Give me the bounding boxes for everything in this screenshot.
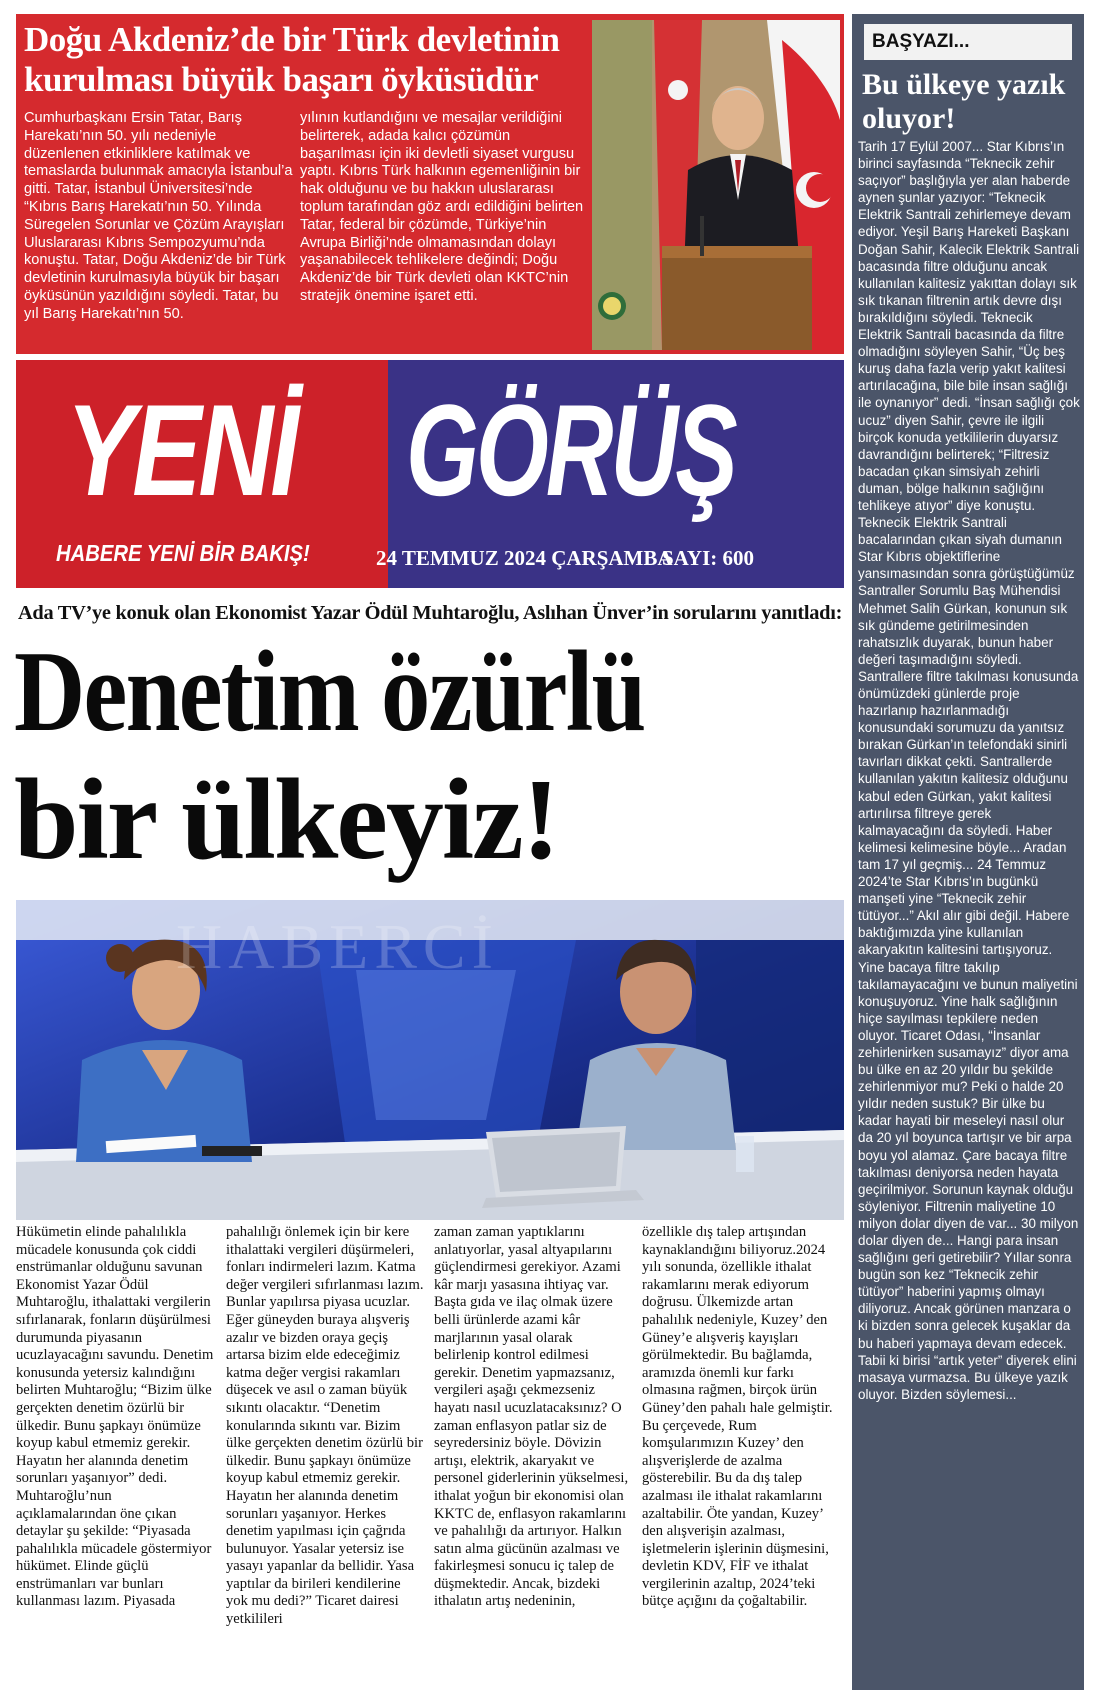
editorial-sidebar — [852, 14, 1084, 1690]
top-story-box — [16, 14, 844, 354]
newspaper-name-part-2: GÖRÜŞ — [406, 377, 735, 523]
main-story-column-4: özellikle dış talep artışından kaynaklandığını biliyoruz.2024 yılı sonunda, özellikle ithalat rakamlarını merak ediyorum doğrusu. Ülkemizde artan pahalılık nedeniyle, Kuzey’ den Güney’e alışveriş kayışları görülmektedir. Bu bağlamda, aramızda önemli kur farkı olmasına rağmen, birçok ürün Güney’den pahalı hale gelmiştir. Bu çerçevede, Rum komşularımızın Kuzey’ den alışverişlerde de azalma gösterebilir. Bu da dış talep azalması ile ithalat rakamlarını azaltabilir. Öte yandan, Kuzey’ den alışverişin azalması, işletmelerin işlerinin düşmesini, devletin KDV, FİF ve ithalat vergilerinin azaltıp, 2024’teki bütçe açığını da çoğaltabilir. — [642, 1224, 833, 1610]
issue-date: 24 TEMMUZ 2024 ÇARŞAMBA — [376, 546, 673, 570]
main-headline-line-1: Denetim özürlü — [14, 628, 645, 756]
masthead-slogan: HABERE YENİ BİR BAKIŞ! — [56, 540, 310, 566]
president-podium-illustration — [592, 20, 840, 350]
newspaper-name-part-1: YENİ — [66, 377, 296, 523]
main-story-column-3: zaman zaman yaptıklarını anlatıyorlar, yasal altyapılarını güçlendirmesi gerekiyor. Azami kâr marjı yasasına ihtiyaç var. Başta gıda ve ilaç olmak üzere belli ürünlerde azami kâr marjlarının yasal olarak belirlenip kontrol edilmesi gerekir. Denetim yapmazsanız, vergileri aşağı çekmezseniz hayatı nasıl ucuzlatacaksınız? O zaman enflasyon patlar siz de seyredersiniz böyle. Dövizin artışı, elektrik, akaryakıt ve personel giderlerinin yükselmesi, ithalat yoğun bir ekonomisi olan KKTC de, enflasyon rakamlarını ve pahalılığı da artırıyor. Halkın satın alma gücünün azalması ve fakirleşmesi sonucu iç talep de düşmektedir. Ancak, bizdeki ithalatın artış nedeninin, — [434, 1224, 629, 1610]
top-story-title: Doğu Akdeniz’de bir Türk devletinin kurulması büyük başarı öyküsüdür — [24, 20, 560, 99]
main-story-kicker: Ada TV’ye konuk olan Ekonomist Yazar Ödül Muhtaroğlu, Aslıhan Ünver’in sorularını yanıtladı: — [18, 602, 843, 624]
editorial-title: Bu ülkeye yazık oluyor! — [862, 68, 1066, 135]
photo-watermark: HABERCİ — [176, 911, 499, 982]
main-story-column-2: pahalılığı önlemek için bir kere ithalattaki vergileri düşürmeleri, fonları indirmeleri lazım. Katma değer vergileri sıfırlanması lazım. Bunlar yapılırsa piyasa ucuzlar. Eğer güneyden buraya alışveriş azalır ve bizden oraya geçiş artarsa bizim elde edeceğimiz katma değer vergisi rakamları düşecek ve asıl o zaman büyük sıkıntı olacaktır. “Denetim konularında sıkıntı var. Bizim ülke gerçekten denetim özürlü bir ülkedir. Bunu şapkayı önümüze koyup kabul etmemiz gerekir. Hayatın her alanında denetim sorunları yaşanıyor. Herkes denetim yapılması için çağrıda bulunuyor. Yasalar yetersiz ise yasayı yapanlar da bellidir. Yasa yaptılar da birileri kendilerine yok mu dedi?” Ticaret dairesi yetkilileri — [226, 1224, 424, 1628]
main-headline-line-2: bir ülkeyiz! — [14, 756, 559, 884]
tv-studio-photo — [16, 900, 844, 1220]
issue-number: SAYI: 600 — [662, 546, 754, 570]
top-story-column-2: yılının kutlandığını ve mesajlar verildiğini belirterek, adada kalıcı çözümün başarılması için iki devletli siyaset vurgusu yaptı. Kıbrıs Türk halkının egemenliğinin bir hak olduğunu ve bu hakkın uluslararası toplum tarafından göz ardı edildiğini belirten Tatar, federal bir çözümde, Türkiye’nin Avrupa Birliği’nde olmamasından dolayı yaşanabilecek tehlikelere değindi; Doğu Akdeniz’de bir Türk devleti olan KKTC’nin stratejik önemine işaret etti. — [300, 110, 584, 304]
president-podium-photo — [592, 20, 840, 350]
editorial-body: Tarih 17 Eylül 2007... Star Kıbrıs’ın birinci sayfasında “Teknecik zehir saçıyor” başlığıyla yer alan haberde aynen şunlar yazıyor: “Teknecik Elektrik Santrali zehirlemeye devam ediyor. Yeşil Barış Hareketi Başkanı Doğan Sahir, Kalecik Elektrik Santrali bacasında filtre olduğunu ancak kullanılan kalitesiz yakıttan dolayı sık sık tıkanan filtrenin artık devre dışı bırakıldığını söyledi. Teknecik Elektrik Santrali bacasında da filtre olmadığını söyleyen Sahir, “Üç beş kuruş daha fazla verip yakıt kalitesi artırılacağına, bile bile insan sağlığı ile oynanıyor” dedi. “İnsan sağlığı çok ucuz” diyen Sahir, çevre ile ilgili birçok konuda yetkililerin duyarsız davrandığını belirterek; “Filtresiz bacadan çıkan simsiyah zehirli duman, bölge halkının sağlığını tehlikeye atıyor” diye konuştu. Teknecik Elektrik Santrali bacalarından çıkan siyah dumanın Star Kıbrıs objektiflerine yansımasından sonra görüştüğümüz Santraller Sorumlu Baş Mühendisi Mehmet Salih Gürkan, konunun sık sık gündeme getirilmesinden rahatsızlık duyarak, bunun haber değeri taşımadığını söyledi. Santrallere filtre takılması konusunda önümüzdeki günlerde proje hazırlanıp hazırlanmadığı konusundaki sorumuzu da yanıtsız bırakan Gürkan’ın telefondaki sinirli tavırları dikkat çekti. Santrallerde kullanılan yakıtın kalitesiz olduğunu kabul eden Gürkan, yakıt kalitesi artırılırsa filtreye gerek kalmayacağını da söyledi. Haber kelimesi kelimesine böyle... Aradan tam 17 yıl geçmiş... 24 Temmuz 2024’te Star Kıbrıs’ın bugünkü manşeti yine “Teknecik zehir tütüyor...” Akıl alır gibi değil. Habere baktığımızda yine kullanılan akaryakıtın kalitesini tartışıyoruz. Yine bacaya filtre takılıp takılamayacağını ve bunun maliyetini konuşuyoruz. Yine halk sağlığının hiçe sayılması tepkilere neden oluyor. Ticaret Odası, “İnsanlar zehirlenirken susamayız” diyor ama bu ülke en az 20 yıldır bu şekilde zehirlenmiyor mu? Peki o halde 20 yıldır neden sustuk? Bir ülke bu kadar hayati bir meseleyi nasıl olur da 20 yıl boyunca tartışır ve bir arpa boyu yol alamaz. Çare bacaya filtre takılması deniyorsa neden hayata geçirilmiyor. Sorunun kaynak olduğu söyleniyor. Filtrenin maliyetine 10 milyon dolar diyen de var... 30 milyon dolar diyen de... Hangi para insan sağlığını geri getirebilir? Yıllar sonra bugün son kez “Teknecik zehir tütüyor” haberini yapmış olmayı diliyoruz. Ancak görünen manzara o ki bizden sonra gelecek kuşaklar da bu haberi yapmaya devam edecek. Tabii ki birisi “artık yeter” diyerek elini masaya vurmazsa. Bu ülkeye yazık oluyor. Bizden söylemesi... — [858, 139, 1080, 1402]
top-story-column-1: Cumhurbaşkanı Ersin Tatar, Barış Harekatı’nın 50. yılı nedeniyle düzenlenen etkinliklere katılmak ve temaslarda bulunmak amacıyla İstanbul’a gitti. Tatar, İstanbul Üniversitesi’nde “Kıbrıs Barış Harekatı’nın 50. Yılında Süregelen Sorunlar ve Çözüm Arayışları Uluslararası Kıbrıs Sempozyumu’nda konuştu. Tatar, Doğu Akdeniz’de bir Türk devletinin kurulmasıyla büyük bir başarı öyküsünün yazıldığını söyledi. Tatar, bu yıl Barış Harekatı’nın 50. — [24, 110, 293, 322]
masthead — [16, 360, 844, 588]
main-story-column-1: Hükümetin elinde pahalılıkla mücadele konusunda çok ciddi enstrümanlar olduğunu savunan Ekonomist Yazar Ödül Muhtaroğlu, ithalattaki vergilerin sıfırlanarak, fonların düşürülmesi durumunda piyasanın ucuzlayacağını savundu. Denetim konusunda yetersiz kalındığını belirten Muhtaroğlu; “Bizim ülke gerçekten denetim özürlü bir ülkedir. Bunu şapkayı önümüze koyup kabul etmemiz gerekir. Hayatın her alanında denetim sorunları yaşanıyor” dedi. Muhtaroğlu’nun açıklamalarından öne çıkan detaylar şu şekilde: “Piyasada pahalılıkla mücadele göstermiyor hükümet. Elinde güçlü enstrümanları var bunları kullanması lazım. Piyasada — [16, 1224, 214, 1610]
editorial-label: BAŞYAZI... — [864, 24, 1072, 60]
